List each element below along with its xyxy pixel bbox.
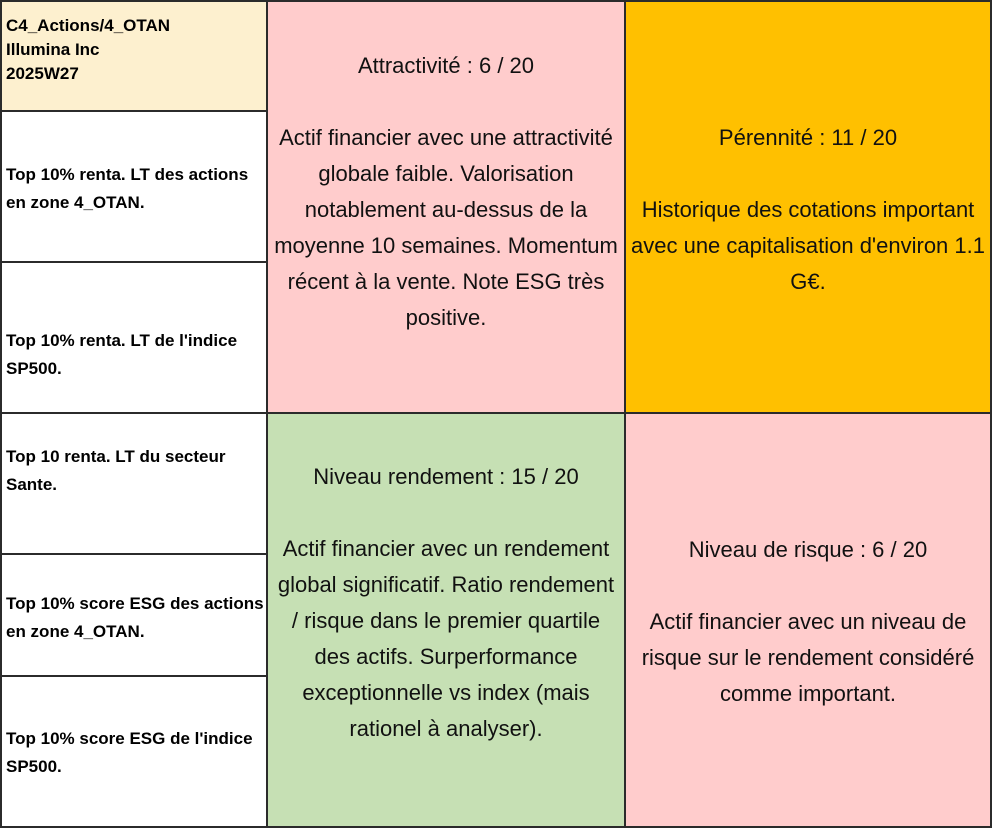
ranking-text: Top 10% renta. LT des actions en zone 4_OTAN. [6,164,249,212]
ranking-text: Top 10% renta. LT de l'indice SP500. [6,330,238,378]
rendement-text: Actif financier avec un rendement global significatif. Ratio rendement / risque dans le premier quartile des actifs. Surperformance exceptionnelle vs index (mais rationel à analyser). [277,536,615,741]
perennite-quadrant [624,0,992,414]
perennite-text: Historique des cotations important avec une capitalisation d'environ 1.1 G€. [631,197,985,294]
attractivite-title: Attractivité : 6 / 20 [357,53,535,78]
ranking-text: Top 10 renta. LT du secteur Sante. [6,446,226,494]
ranking-cell [0,110,268,263]
asset-name: Illumina Inc [6,40,100,59]
ranking-cell [0,261,268,414]
attractivite-quadrant [266,0,626,414]
attractivite-text: Actif financier avec une attractivité globale faible. Valorisation notablement au-dessus de la moyenne 10 semaines. Momentum récent à la vente. Note ESG très positive. [274,125,618,330]
asset-header [0,0,268,112]
risque-text: Actif financier avec un niveau de risque sur le rendement considéré comme important. [641,609,975,706]
rendement-quadrant [266,412,626,828]
asset-category: C4_Actions/4_OTAN [6,16,171,35]
ranking-cell [0,412,268,555]
ranking-text: Top 10% score ESG de l'indice SP500. [6,728,253,776]
asset-period: 2025W27 [6,64,79,83]
ranking-cell [0,553,268,677]
risque-quadrant [624,412,992,828]
rendement-title: Niveau rendement : 15 / 20 [313,464,579,489]
risque-title: Niveau de risque : 6 / 20 [688,537,928,562]
ranking-cell [0,675,268,828]
perennite-title: Pérennité : 11 / 20 [718,125,898,150]
ranking-text: Top 10% score ESG des actions en zone 4_OTAN. [6,594,264,641]
